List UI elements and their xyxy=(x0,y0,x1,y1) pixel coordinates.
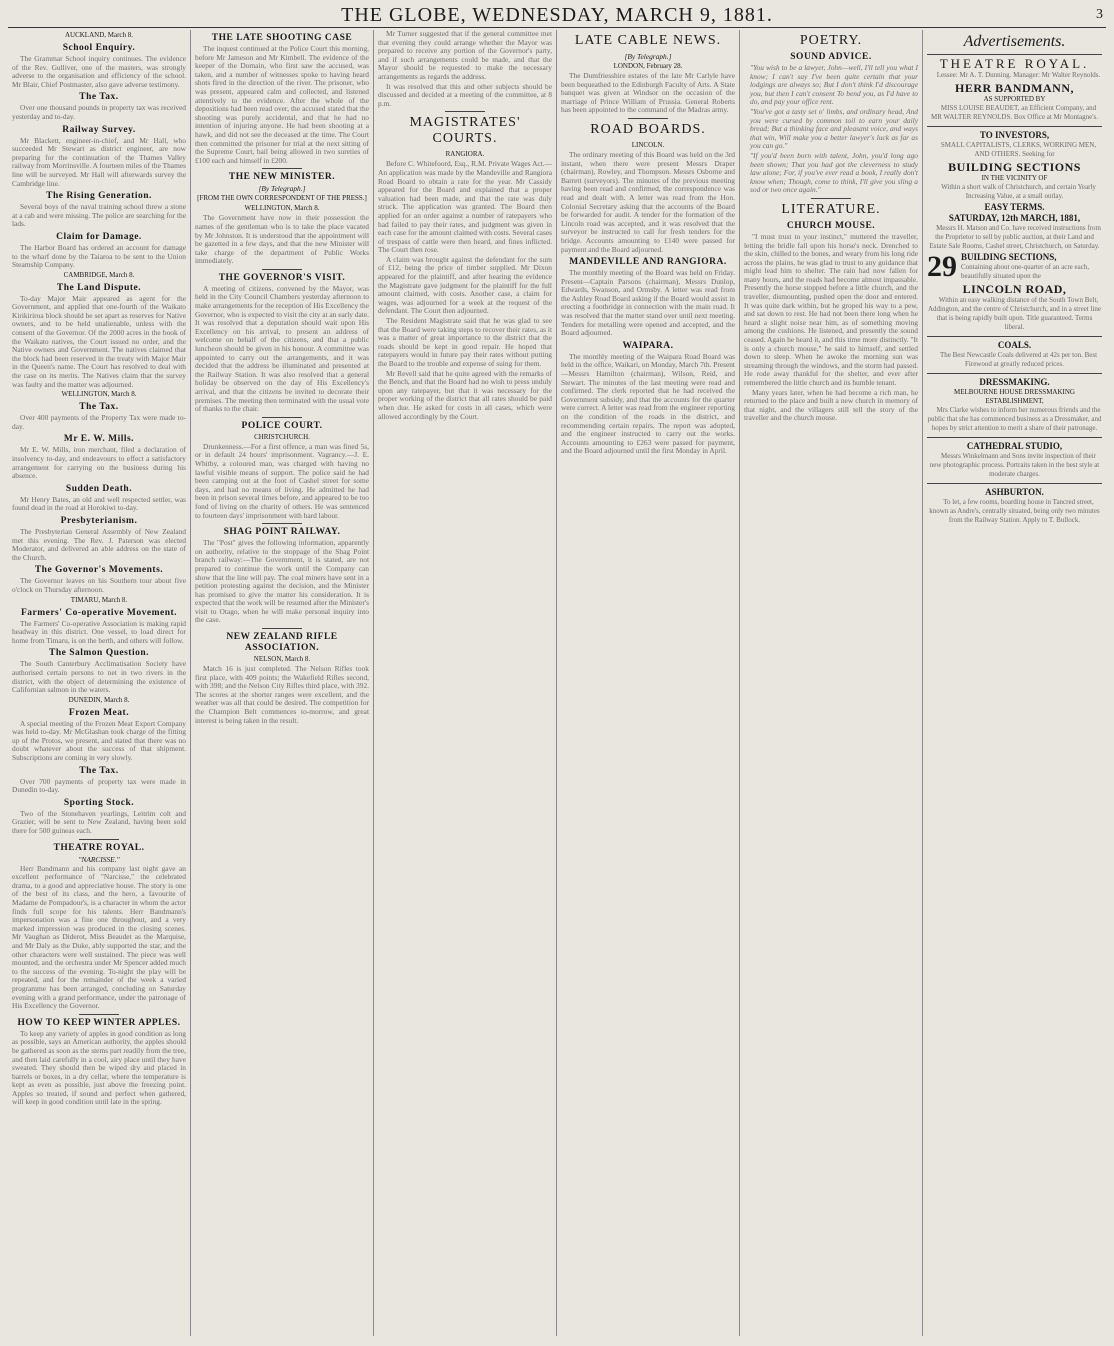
ad-subtitle: MELBOURNE HOUSE DRESSMAKING ESTABLISHMENT, xyxy=(954,387,1075,405)
section-heading: Farmers' Co-operative Movement. xyxy=(20,607,178,618)
ad-body: Containing about one-quarter of an acre each, beautifully situated upon the xyxy=(961,262,1090,280)
section-heading: LITERATURE. xyxy=(781,201,881,217)
ad-body: Messrs Winkelmann and Sons invite inspection of their new photographic process. Portraits taken in the best style at moderate charges. xyxy=(929,451,1100,478)
divider xyxy=(262,523,302,524)
divider xyxy=(628,118,668,119)
section-heading: MAGISTRATES' COURTS. xyxy=(409,115,521,147)
article-body: Several boys of the naval training school threw a stone at a cab and were missing. The police are searching for the lads. xyxy=(12,202,186,229)
divider xyxy=(79,1014,119,1015)
article-body: Match 16 is just completed. The Nelson Rifles took first place, with 409 points; the Wakefield Rifles second, with 398; and the Nelson City Rifles third place, with 392. The scores at the shorter ranges were excellent, and the weather was all that could be desired. The competition for the Champion Belt commences to-morrow, and great interest is being taken in the result. xyxy=(195,664,369,725)
subheading: "NARCISSE." xyxy=(78,854,120,864)
dateline: AUCKLAND, March 8. xyxy=(64,31,134,39)
article-body: The "Post" gives the following information, apparently on authority, relative to the stoppage of the Shag Point branch railway:—The Government, it is stated, are not prepared to continue the work until the Company can show that the line will pay. The coal miners have sent in a petition protesting against the decision, and the Minister has promised to give the matter his consideration. It is expected that the work will be resumed after the Minister's visit to Otago, when he will make personal inquiry into the case. xyxy=(195,538,369,625)
ad-body: SMALL CAPITALISTS, CLERKS, WORKING MEN, AND OTHERS. Seeking for xyxy=(940,140,1097,158)
ad-body: The Best Newcastle Coals delivered at 42s per ton. Best Firewood at greatly reduced prices. xyxy=(939,350,1098,368)
advertisement-dressmaking xyxy=(927,373,1102,437)
section-heading: CHURCH MOUSE. xyxy=(786,220,876,231)
section-heading: ROAD BOARDS. xyxy=(590,121,706,137)
dateline: NELSON, March 8. xyxy=(253,655,311,664)
divider xyxy=(262,168,302,169)
poem-verse: "You've got a tasty set o' limbs, and ordinary head, And you were cursed by common toil to earn your daily bread; But a thinking face and pleasant voice, and ways that win, Will make you a better lawyer's luck as far as you can go." xyxy=(750,106,918,151)
section-heading: WAIPARA. xyxy=(622,340,674,351)
masthead-title: THE GLOBE, WEDNESDAY, MARCH 9, 1881. xyxy=(341,4,773,26)
advertisement-coals xyxy=(927,336,1102,373)
section-heading: The Tax. xyxy=(79,402,119,413)
section-heading: Claim for Damage. xyxy=(56,231,142,242)
ad-body: Lessee: Mr A. T. Dunning. Manager: Mr Walter Reynolds. xyxy=(936,70,1101,79)
article-body: It was resolved that this and other subjects should be discussed and decided at a meeting of the committee, at 8 p.m. xyxy=(378,81,552,108)
article-body: The Dumfriesshire estates of the late Mr Carlyle have been bequeathed to the Edinburgh Faculty of Arts. A State banquet was given at Windsor on the occasion of the marriage of Prince William of Prussia. General Roberts has been appointed to the command of the Madras army. xyxy=(561,71,735,115)
ad-title: COALS. xyxy=(997,339,1032,350)
column-4 xyxy=(557,30,740,1336)
dateline: CHRISTCHURCH. xyxy=(254,432,310,441)
advertisement-ashburton xyxy=(927,483,1102,529)
divider xyxy=(445,111,485,112)
article-body: The Resident Magistrate said that he was glad to see that the Board were taking steps to recover their rates, as it was a matter of great importance to the district that the roads should be kept in good repair. He hoped that ratepayers would in future pay their rates without putting the Board to the trouble and expense of suing for them. xyxy=(378,316,552,368)
masthead xyxy=(8,4,1106,26)
dateline: WELLINGTON, March 8. xyxy=(244,204,320,213)
article-body: Mr Henry Bates, an old and well respected settler, was found dead in the road at Horokiwi to-day. xyxy=(12,494,186,513)
article-body: A claim was brought against the defendant for the sum of £12, being the price of timber supplied. Mr Dixon appeared for the plaintiff, and after hearing the evidence the Magistrate gave judgment for the plaintiff for the full amount claimed, with costs. Another case, a claim for wages, was adjourned for a week at the request of the defendant. The Court then adjourned. xyxy=(378,254,552,316)
ad-title: HERR BANDMANN, xyxy=(955,80,1074,95)
ad-body: MISS LOUISE BEAUDET, an Efficient Company, and MR WALTER REYNOLDS. Box Office at Mr Montagne's. xyxy=(931,103,1098,121)
section-heading: Sporting Stock. xyxy=(63,797,135,808)
subheading: [By Telegraph.] xyxy=(258,184,306,194)
divider xyxy=(262,628,302,629)
ad-lot-title: BUILDING SECTIONS, xyxy=(961,251,1057,262)
section-heading: Mr E. W. Mills. xyxy=(63,434,135,445)
section-heading: THE NEW MINISTER. xyxy=(228,172,336,183)
dateline: CAMBRIDGE, March 8. xyxy=(63,270,135,279)
divider xyxy=(79,839,119,840)
article-body: Over 400 payments of the Property Tax were made to-day. xyxy=(12,413,186,431)
section-heading: HOW TO KEEP WINTER APPLES. xyxy=(17,1017,181,1028)
section-heading: The Tax. xyxy=(79,92,119,103)
article-body: Many years later, when he had become a rich man, he returned to the place and built a new church in memory of that night, and the villagers still tell the story of the traveller and the church mouse. xyxy=(744,387,918,423)
article-body: A special meeting of the Frozen Meat Export Company was held to-day. Mr McGlashan took charge of the fitting up of the Protos, we present, and stated that there was no doubt whatever about the success of that shipment. Subscriptions are coming in very slowly. xyxy=(12,718,186,763)
divider xyxy=(811,198,851,199)
section-heading: MANDEVILLE AND RANGIORA. xyxy=(569,257,727,268)
advertisement-studio xyxy=(927,437,1102,483)
article-body: The monthly meeting of the Board was held on Friday. Present—Captain Parsons (chairman), Messrs Dunlop, Edwards, Swanson, and Ormsby. A letter was read from the Ashley Road Board asking if the Board would assist in erecting a footbridge in connection with the main road. It was resolved that the matter stand over until next meeting. Tenders for metalling were opened and accepted, and the Board adjourned. xyxy=(561,268,735,338)
ad-lot xyxy=(927,252,1102,282)
article-body: To keep any variety of apples in good condition as long as possible, says an American authority, the apples should be gathered as soon as the stems part readily from the tree, and then laid carefully in a cool, airy place until they have sweated. They should then be wiped dry and placed in barrels or boxes, in a dry cellar, where the temperature is kept as even as possible, just above the freezing point. Apples so treated, if sound and perfect when gathered, will keep in good condition until late in the spring. xyxy=(12,1028,186,1107)
column-2 xyxy=(191,30,374,1336)
article-body: The monthly meeting of the Waipara Road Board was held in the office, Waikari, on Monday, March 7th. Present—Messrs Hamilton (chairman), Wilson, Reid, and Stewart. The minutes of the last meeting were read and confirmed. The clerk reported that he had received the Government subsidy, and that the accounts for the quarter were correct. A letter was read from the engineer reporting on the condition of the roads in the district, and recommending certain repairs. The report was adopted, and the engineer instructed to carry out the works. Accounts amounting to £263 were passed for payment, and the Board adjourned until the first Monday in April. xyxy=(561,351,735,456)
dateline: [FROM THE OWN CORRESPONDENT OF THE PRESS.] xyxy=(197,194,367,203)
section-heading: The Rising Generation. xyxy=(46,191,152,202)
dateline: TIMARU, March 8. xyxy=(70,595,128,604)
ad-body: Mrs Clarke wishes to inform her numerous friends and the public that she has commenced business as a Dressmaker, and hopes by strict attention to merit a share of their patronage. xyxy=(927,405,1102,432)
columns xyxy=(8,30,1106,1336)
section-heading: The Salmon Question. xyxy=(48,648,149,659)
ad-title: LINCOLN ROAD, xyxy=(962,281,1067,296)
section-heading: Sudden Death. xyxy=(65,483,133,494)
advertisement-investors xyxy=(927,126,1102,336)
ad-body: Within an easy walking distance of the South Town Belt, Addington, and the centre of Christchurch, and in a street line that is being rapidly built upon. Title guaranteed. Terms liberal. xyxy=(927,295,1101,331)
article-body: Two of the Stonehaven yearlings, Leitrim colt and Grazier, will be sent to New Zealand, having been sold there for 500 guineas each. xyxy=(12,808,186,836)
dateline: LINCOLN. xyxy=(631,140,665,149)
ad-body: Within a short walk of Christchurch, and certain Yearly Increasing Value, at a small outlay. xyxy=(941,182,1096,200)
section-heading: THE GOVERNOR'S VISIT. xyxy=(218,272,346,283)
article-body: Over one thousand pounds in property tax was received yesterday and to-day. xyxy=(12,103,186,121)
dateline: RANGIORA. xyxy=(445,150,485,159)
subheading: [By Telegraph.] xyxy=(624,52,672,61)
page-number: 3 xyxy=(1096,7,1104,22)
article-body: A meeting of citizens, convened by the Mayor, was held in the City Council Chambers yesterday afternoon to make arrangements for the reception of His Excellency the Governor, who is expected to visit the city at an early date. It was resolved that a deputation should wait upon His Excellency on his arrival, to present an address of welcome on behalf of the citizens, and that a public luncheon should be given in his honour. A committee was appointed to carry out the arrangements, and it was decided that the address be illuminated and presented at the Railway Station. It was also resolved that a general holiday be observed on the day of His Excellency's arrival, and that the citizens be invited to decorate their premises. The meeting then terminated with the usual vote of thanks to the chair. xyxy=(195,283,370,414)
section-heading: SHAG POINT RAILWAY. xyxy=(223,527,341,538)
article-body: Before C. Whitefoord, Esq., R.M. Private Wages Act.—An application was made by the Mandeville and Rangiora Road Board to obtain a rate for the year. Mr Cassidy appeared for the Board and explained that a proper valuation had been made, and that the rate was duly struck. The application was granted. The Board then applied for an order against a number of ratepayers who had failed to pay their rates, and judgment was given in each case for the amount claimed with costs. Several cases of trespass of cattle were then heard, and fines inflicted. The Court then rose. xyxy=(378,159,552,255)
ad-subtitle: AS SUPPORTED BY xyxy=(983,94,1046,103)
poem-verse: "You wish to be a lawyer, John—well, I'll tell you what I know; I can't say I've been quite certain that your lodgings are always so; But I don't think I'd discourage you, but then I can't consent To bend you, as I'd have to do, and pay your office rent. xyxy=(750,63,918,107)
ad-title: CATHEDRAL STUDIO, xyxy=(966,440,1063,451)
ad-title: THEATRE ROYAL. xyxy=(939,56,1090,71)
section-heading: Presbyterianism. xyxy=(60,515,138,526)
section-heading: NEW ZEALAND RIFLE ASSOCIATION. xyxy=(226,632,338,654)
ad-body: Messrs H. Matson and Co. have received instructions from the Proprietor to sell by public auction, at their Land and Estate Sale Rooms, Cashel street, Christchurch, on Saturday. xyxy=(929,223,1101,250)
ad-title: TO INVESTORS, xyxy=(979,129,1050,140)
ad-subtitle: IN THE VICINITY OF xyxy=(981,173,1048,182)
section-heading: Advertisements. xyxy=(963,33,1066,50)
article-body: Over 700 payments of property tax were made in Dunedin to-day. xyxy=(12,776,186,795)
section-heading: Frozen Meat. xyxy=(68,707,130,718)
section-heading: The Tax. xyxy=(79,765,119,776)
article-body: "I must trust to your instinct," muttered the traveller, letting the bridle fall upon his horse's neck. Drenched to the skin, chilled to the bones, and weary from his long ride across the plains, he was glad to trust to any guidance that might lead him to shelter. The rain had now fallen for many hours, and the roads had become almost impassable. Presently the horse stopped before a little church, and the traveller, dismounting, pushed open the door and entered. It was quite dark within, but he groped his way to a pew, and sat down to rest. He had not been there long when he heard a slight noise near him, as of something moving among the cushions. He listened, and presently the sound ceased. Again he heard it, and this time more distinctly. "It is only a church mouse," he said to himself, and settled down to sleep. When he awoke the morning sun was streaming through the windows, and the storm had passed. He rode away thankful for the shelter, and ever after remembered the little church and its humble tenant. xyxy=(744,231,918,387)
poem-verse: "If you'd been born with talent, John, you'd long ago been shown; That you had got the cleverness to study law alone; For, if you've ever read a book, I really don't know when; Though, come to think, I'll give you sling a sod or two once again." xyxy=(750,150,918,195)
article-body: The Presbyterian General Assembly of New Zealand met this evening. The Rev. J. Paterson was elected Moderator, and delivered an able address on the state of the Church. xyxy=(12,526,186,562)
article-body: The Farmers' Co-operative Association is making rapid headway in this district. One vessel, to load direct for home from Timaru, is on the berth, and others will follow. xyxy=(12,618,186,645)
section-heading: Railway Survey. xyxy=(62,124,136,135)
ad-lot-number: 29 xyxy=(927,251,957,282)
article-body: Mr Turner suggested that if the general committee met that evening they could arrange whether the Mayor was prepared to receive any portion of the Governor's party, and if such arrangements could be made, and that the Mayor should be requested to make the necessary arrangements as regards the address. xyxy=(378,30,552,81)
article-body: The South Canterbury Acclimatisation Society have authorised certain persons to net in two rivers in the district, with the object of determining the existence of Californian salmon in the waters. xyxy=(12,659,186,695)
dateline: DUNEDIN, March 8. xyxy=(68,695,130,704)
ad-body: To let, a few rooms, boarding house in Tancred street, known as Andre's, centrally situated, being only two minutes from the Railway Station. Apply to T. Bullock. xyxy=(929,497,1100,524)
section-heading: The Land Dispute. xyxy=(56,282,142,293)
ad-title: DRESSMAKING. xyxy=(979,376,1050,387)
article-body: To-day Major Mair appeared as agent for the Government, and applied that one-fourth of the Waikato Kirikiriroa block should be set apart as reserves for Native owners, and to be held unalienable, unless with the consent of the Governor. Of the 2000 acres in the book of the Waikato natives, the Court issued no order, and the Native owners and Government. The natives claimed that the block had been reserved in the treaty with Major Mair in the Queen's name. The Court has resolved to deal with the case on its merits. The Natives claim that the survey was faulty and the matter was adjourned. xyxy=(12,293,186,389)
section-heading: POETRY. xyxy=(799,33,863,48)
article-body: Herr Bandmann and his company last night gave an excellent performance of "Narcisse," the celebrated drama, to a good and appreciative house. The story is one of the best of its class, and the hero, a favourite of Madame de Pompadour's, is a character in whom the actor finds full scope for his talents. Herr Bandmann's impersonation was a fine one throughout, and a very marked impression was produced in the closing scenes. Mr Vaughan as Diderot, Miss Beaudet as the Marquise, and Mr Daly as the Duke, ably supported the star, and the other characters were well sustained. The piece was well mounted, and the orchestra under Mr Spencer added much to the success of the evening. To-night the play will be repeated, and for the remainder of the week a varied programme has been arranged, concluding on Saturday evening with a grand performance, under the patronage of His Excellency the Governor. xyxy=(12,863,186,1011)
section-heading: School Enquiry. xyxy=(62,43,136,53)
article-body: Mr Revell said that he quite agreed with the remarks of the Bench, and that the Board had no wish to press unduly upon any ratepayer, but that it was necessary for the proper working of the district that all rates should be paid when due. He asked for costs in all cases, which were allowed accordingly by the Court. xyxy=(378,368,552,421)
section-heading: POLICE COURT. xyxy=(241,420,323,431)
column-3 xyxy=(374,30,557,1336)
column-1 xyxy=(8,30,191,1336)
article-body: Mr E. W. Mills, iron merchant, filed a declaration of insolvency to-day, and endeavours to effect a satisfactory arrangement for carrying on the business during his absence. xyxy=(12,445,186,481)
article-body: The inquest continued at the Police Court this morning, before Mr Jameson and Mr Kimbell. The evidence of the keeper of the Domain, who first saw the accused, was taken, and a number of witnesses spoke to having heard shots fired in the direction of the river. The prisoner, who was present, appeared calm and collected, and listened attentively to the evidence. After the whole of the depositions had been read over, the accused stated that the shooting was purely accidental, and that he had no intention of injuring anyone. He had been shooting at a hawk, and did not see the deceased at the time. The Court then committed the prisoner for trial at the next sitting of the Supreme Court, bail being allowed in two sureties of £100 each and himself in £200. xyxy=(195,44,369,165)
article-body: The ordinary meeting of this Board was held on the 3rd instant, when there were present Messrs Draper (chairman), Rowley, and Thompson. Messrs Osborne and Barrett (surveyors). The minutes of the previous meeting having been read and confirmed, the correspondence was read and dealt with. A letter was read from the Hon. Colonial Secretary asking that the accounts of the Board be forwarded for audit. A tender for the formation of the Lincoln road was accepted, and it was resolved that the surveyor be instructed to call for fresh tenders for the bridge. Accounts amounting to £140 were passed for payment and the Board adjourned. xyxy=(561,149,735,254)
article-body: The Governor leaves on his Southern tour about five o'clock on Thursday afternoon. xyxy=(12,576,186,594)
advertisement-theatre xyxy=(927,54,1102,126)
masthead-rule xyxy=(8,27,1106,28)
section-heading: SOUND ADVICE. xyxy=(790,52,872,62)
column-6 xyxy=(923,30,1106,1336)
divider xyxy=(262,269,302,270)
section-heading: THE LATE SHOOTING CASE xyxy=(211,33,353,43)
dateline: WELLINGTON, March 8. xyxy=(61,390,137,399)
article-body: Mr Blackett, engineer-in-chief, and Mr Hall, who succeeded Mr Stewart as district engineer, are now preparing for the continuation of the Thames Valley railway from Morrinsville. A fourteen miles of the Thames line will be surveyed. Mr Hall will afterwards survey the Cambridge line. xyxy=(12,135,186,188)
ad-date: SATURDAY, 12th MARCH, 1881, xyxy=(948,212,1081,223)
section-heading: THEATRE ROYAL. xyxy=(53,842,145,853)
dateline: LONDON, February 28. xyxy=(613,62,683,70)
article-body: Drunkenness.—For a first offence, a man was fined 5s, or in default 24 hours' imprisonment. Vagrancy.—J. E. Whitby, a coloured man, was charged with having no lawful visible means of support. The police said he had been camping out at the foot of Cashel street for some days, and had no means of living. He admitted he had been in prison several times before, and appeared to be too fond of living on the charity of others. He was sentenced to fourteen days' imprisonment with hard labour. xyxy=(195,441,369,520)
article-body: The Harbor Board has ordered an account for damage to the wharf done by the Taiaroa to be sent to the Union Steamship Company. xyxy=(12,242,186,270)
article-body: The Grammar School inquiry continues. The evidence of the Rev. Gulliver, one of the masters, was strongly adverse to the organisation and efficiency of the school. Mr Blair, Chief Postmaster, also gave adverse testimony. xyxy=(12,54,186,89)
divider xyxy=(262,417,302,418)
ad-title: BUILDING SECTIONS xyxy=(948,159,1081,174)
column-5 xyxy=(740,30,923,1336)
section-heading: LATE CABLE NEWS. xyxy=(574,33,722,48)
ad-title: EASY TERMS. xyxy=(984,201,1045,212)
article-body: The Government have now in their possession the names of the gentleman who is to take the place vacated by Mr Johnston. It is understood that the appointment will be gazetted in a few days, and that the new Minister will take charge of the department of Public Works immediately. xyxy=(195,213,369,266)
ad-title: ASHBURTON. xyxy=(985,486,1044,497)
section-heading: The Governor's Movements. xyxy=(34,565,164,576)
